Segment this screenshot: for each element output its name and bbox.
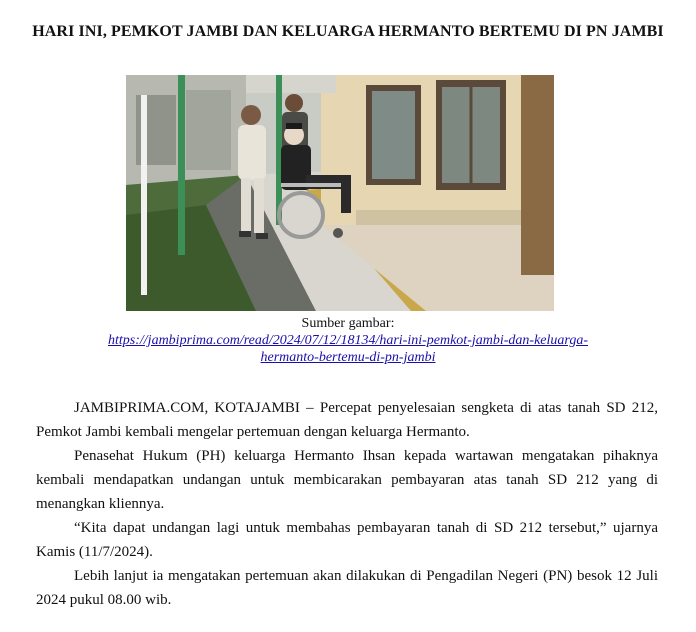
paragraph-1: JAMBIPRIMA.COM, KOTAJAMBI – Percepat penyelesaian sengketa di atas tanah SD 212, Pemkot Jambi kembali mengelar pertemuan dengan keluarga Hermanto. <box>36 400 658 440</box>
paragraph-4: Lebih lanjut ia mengatakan pertemuan akan dilakukan di Pengadilan Negeri (PN) besok 12 Juli 2024 pukul 08.00 wib. <box>36 568 658 608</box>
paragraph-2: Penasehat Hukum (PH) keluarga Hermanto Ihsan kepada wartawan mengatakan pihaknya kembali mendapatkan undangan untuk membicarakan pembayaran atas tanah SD 212 yang di menangkan kliennya. <box>36 448 658 512</box>
paragraph-3: “Kita dapat undangan lagi untuk membahas pembayaran tanah di SD 212 tersebut,” ujarnya Kamis (11/7/2024). <box>36 520 658 560</box>
source-link[interactable] <box>20 332 676 366</box>
news-photo <box>126 75 554 311</box>
article-title: HARI INI, PEMKOT JAMBI DAN KELUARGA HERMANTO BERTEMU DI PN JAMBI <box>32 23 664 40</box>
source-link-line2[interactable]: hermanto-bertemu-di-pn-jambi <box>260 350 436 365</box>
article-body <box>36 396 658 612</box>
source-link-line1[interactable]: https://jambiprima.com/read/2024/07/12/18134/hari-ini-pemkot-jambi-dan-keluarga- <box>108 333 588 348</box>
caption-label: Sumber gambar: <box>301 316 395 331</box>
image-caption <box>20 315 676 366</box>
